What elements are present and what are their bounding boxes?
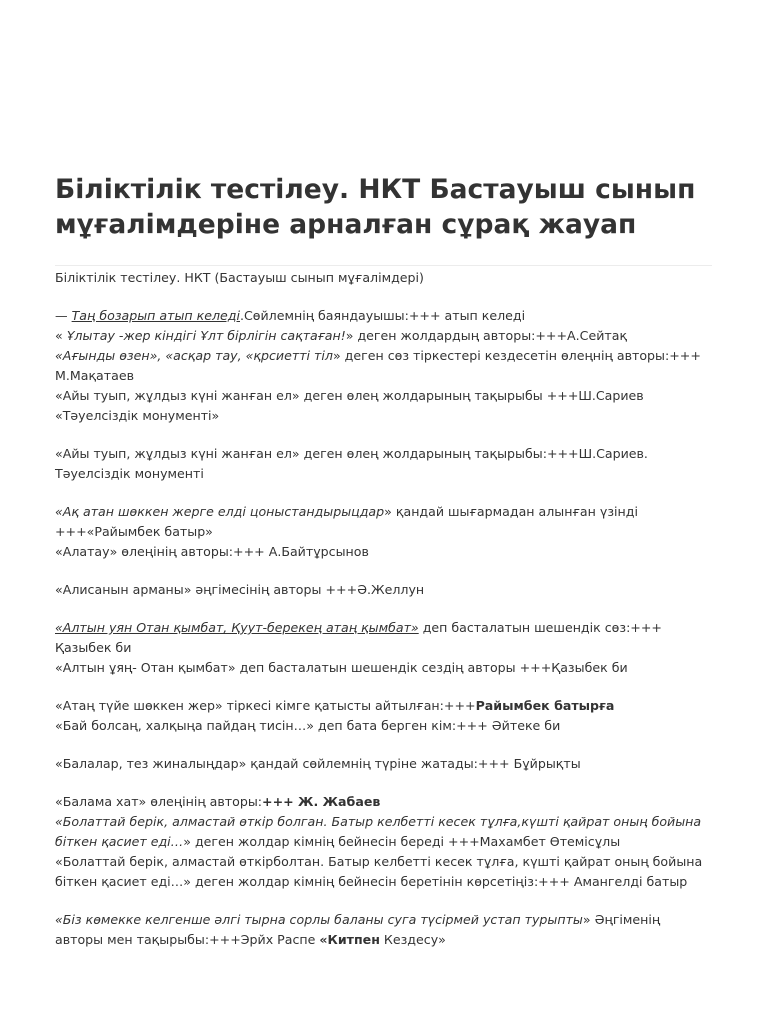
- question-text: «Балама хат» өлеңінің авторы:: [55, 794, 263, 809]
- qa-line: [55, 618, 712, 658]
- qa-line: «Алтын ұяң- Отан қымбат» деп басталатын шешендік сездің авторы +++Қазыбек би: [55, 660, 628, 675]
- qa-line: [55, 346, 712, 386]
- qa-block: [55, 502, 712, 562]
- qa-block: [55, 306, 712, 426]
- qa-line: [55, 502, 712, 542]
- qa-line: «Алисанын арманы» әңгімесінің авторы +++Ә.Желлун: [55, 582, 425, 597]
- answer-tail: Кездесу»: [379, 932, 446, 947]
- qa-block: [55, 444, 712, 484]
- qa-line: [55, 812, 712, 852]
- qa-line: «Айы туып, жұлдыз күні жанған ел» деген өлең жолдарының тақырыбы +++Ш.Сариев «Тәуелсіздік монументі»: [55, 388, 644, 423]
- qa-line: «Балалар, тез жиналыңдар» қандай сөйлемнің түріне жатады:+++ Бұйрықты: [55, 756, 581, 771]
- intro-text: Біліктілік тестілеу. НКТ (Бастауыш сынып мұғалімдері): [55, 270, 424, 285]
- qa-block: [55, 754, 712, 774]
- qa-line: «Алатау» өлеңінің авторы:+++ А.Байтұрсынов: [55, 544, 369, 559]
- page-title: Біліктілік тестілеу. НКТ Бастауыш сынып мұғалімдеріне арналған сұрақ жауап: [55, 174, 696, 240]
- quoted-sentence: «Болаттай берік, алмастай өткір болган. Батыр келбетті кесек тұлға,күшті қайрат оның бойына біткен қасиет еді…: [55, 814, 702, 849]
- answer-text: » деген сөз тіркестері кездесетін өлеңнің авторы:+++ М.Мақатаев: [55, 348, 701, 383]
- article-body: [55, 268, 712, 968]
- qa-block: [55, 910, 712, 950]
- qa-line: «Бай болсаң, халқыңа пайдаң тисін…» деп бата берген кім:+++ Әйтеке би: [55, 718, 561, 733]
- answer-bold: Райымбек батырға: [475, 698, 615, 713]
- answer-text: » Әңгіменің авторы мен тақырыбы:+++Эрйх Распе: [55, 912, 661, 947]
- qa-line: «Айы туып, жұлдыз күні жанған ел» деген өлең жолдарының тақырыбы:+++Ш.Сариев. Тәуелсіздік монументі: [55, 446, 648, 481]
- qa-block: [55, 792, 712, 892]
- answer-bold: «Китпен: [319, 932, 380, 947]
- answer-bold: +++ Ж. Жабаев: [262, 794, 381, 809]
- quoted-sentence: «Ақ атан шөккен жерге елді цоныстандырыцдар: [55, 504, 385, 519]
- qa-line: «Болаттай берік, алмастай өткірболтан. Батыр келбетті кесек тұлға, күшті қайрат оның бойына біткен қасиет еді…» деген жолдар кімнің бейнесін беретінін көрсетіңіз:+++ Амангелді батыр: [55, 854, 703, 889]
- answer-text: .Сөйлемнің баяндауышы:+++ атып келеді: [240, 308, 526, 323]
- quote-open: «: [55, 328, 67, 343]
- title-divider: [55, 265, 712, 266]
- qa-line: [55, 306, 712, 326]
- qa-block: [55, 580, 712, 600]
- qa-line: [55, 792, 712, 812]
- intro-paragraph: [55, 268, 712, 288]
- dash: —: [55, 308, 72, 323]
- quoted-sentence: «Алтын уян Отан қымбат, Қуут-берекең атаң қымбат»: [55, 620, 419, 635]
- qa-block: [55, 618, 712, 678]
- answer-text: » деген жолдардың авторы:+++А.Сейтақ: [345, 328, 628, 343]
- answer-text: » деген жолдар кімнің бейнесін береді +++Махамбет Өтемісұлы: [183, 834, 621, 849]
- qa-block: [55, 696, 712, 736]
- quoted-sentence: Таң бозарып атып келеді: [71, 308, 240, 323]
- answer-text: деп басталатын шешендік сөз:+++ Қазыбек би: [55, 620, 662, 655]
- quoted-sentence: «Ағынды өзен», «асқар тау, «қрсиетті тіл: [55, 348, 333, 363]
- qa-line: [55, 910, 712, 950]
- qa-line: [55, 696, 712, 716]
- quoted-sentence: Ұлытау -жер кіндігі Ұлт бірлігін сақтаған!: [66, 328, 346, 343]
- quoted-sentence: «Біз көмекке келгенше әлгі тырна сорлы баланы суга түсірмей устап турыпты: [55, 912, 583, 927]
- question-text: «Атаң түйе шөккен жер» тіркесі кімге қатысты айтылған:+++: [55, 698, 476, 713]
- answer-text: » қандай шығармадан алынған үзінді +++«Райымбек батыр»: [55, 504, 638, 539]
- qa-line: [55, 326, 712, 346]
